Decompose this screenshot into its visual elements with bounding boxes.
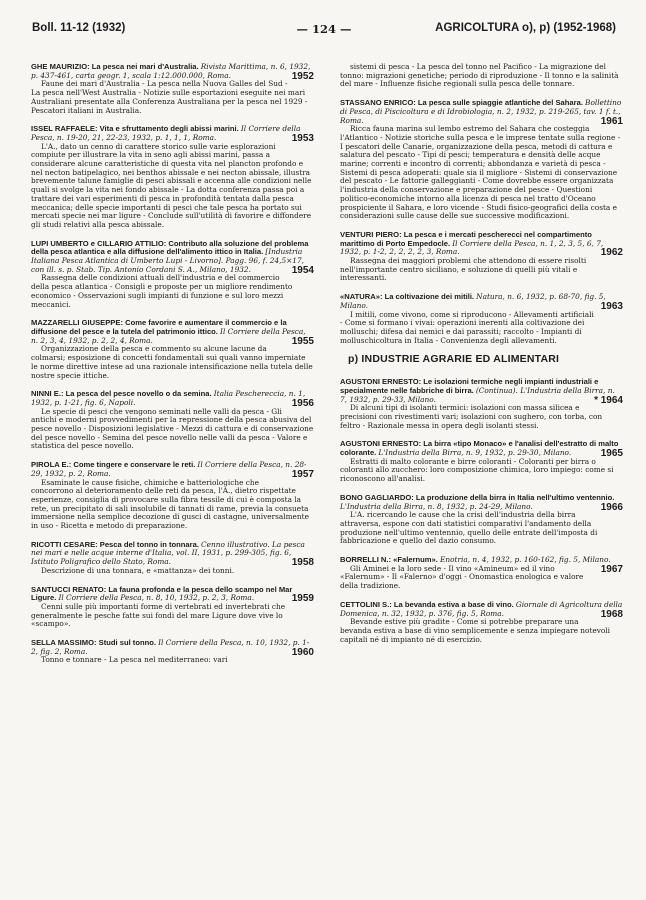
section-heading: AGRICOLTURA o), p) (1952-1968) — [435, 22, 616, 34]
entry-number: 1967 — [600, 563, 623, 575]
entry-number: 1959 — [291, 593, 314, 605]
entry-source: Il Corriere della Pesca, n. 28-29, 1932, p. 2, Roma. — [31, 460, 307, 478]
entry-description: Faune dei mari d'Australia - La pesca nella Nuova Galles del Sud - La pesca nell'West Australia - Notizie sulle esportazioni eseguite nei mari Australiani presentate alla Conferenza Australiana per la pesca nel 1929 - Pescatori italiani in Australia. — [31, 79, 308, 115]
entry-source: Il Corriere della Pesca, n. 19-20, 21, 22-23, 1932, p. 1, 1, 1, Roma. — [31, 124, 301, 142]
right-column — [340, 63, 623, 654]
entry-title: STASSANO ENRICO: La pesca sulle spiaggie atlantiche del Sahara. — [340, 98, 586, 108]
bibliography-entry — [31, 319, 314, 380]
entry-source: Il Corriere della Pesca, n. 2, 3, 4, 1932, p. 2, 2, 4, Roma. — [31, 326, 306, 345]
bibliography-entry — [340, 378, 623, 430]
entry-number: 1961 — [600, 115, 623, 127]
entry-source: Natura, n. 6, 1932, p. 68-70, fig. 5, Milano. — [340, 292, 606, 310]
entry-source: Il Corriere della Pesca, n. 10, 1932, p. 1-2, fig. 2, Roma. — [31, 638, 310, 656]
entry-source: Cenno illustrativo. La pesca nei mari e nelle acque interne d'Italia, vol. II, 1931, p. 299-305, fig. 6, Istituto Poligrafico dello Stato, Roma. — [31, 539, 305, 567]
entry-description: Cenni sulle più importanti forme di vertebrati ed invertebrati che generalmente le pesche fatte sui fondi del mare Ligure dove vive lo «scampo». — [31, 601, 286, 629]
entry-description: Le specie di pesci che vengono seminati nelle valli da pesca - Gli antichi e moderni provvedimenti per la repressione della pesca abusiva del pesce novello - Disposizioni legislative - Mezzi di cattura e di conservazione del pesce novello - Semina del pesce novello nelle valli da pesca - Valore e statistica del pesce novello. — [31, 406, 314, 451]
bibliography-entry — [340, 99, 623, 221]
entry-number: 1956 — [291, 397, 314, 409]
entry-number: 1955 — [291, 335, 314, 347]
entry-number: 1965 — [600, 448, 623, 460]
bibliography-entry — [340, 440, 623, 484]
entry-number: 1957 — [291, 468, 314, 480]
bibliography-entry — [340, 63, 623, 89]
section-title: p) INDUSTRIE AGRARIE ED ALIMENTARI — [348, 353, 560, 366]
page-number: — 124 — — [296, 22, 352, 36]
bibliography-entry — [340, 231, 623, 283]
page-header — [32, 22, 616, 42]
entry-title: NINNI E.: La pesca del pesce novello o da semina. — [31, 389, 214, 399]
entry-description: Ricca fauna marina sul lembo estremo del Sahara che costeggia l'Atlantico - Notizie storiche sulla pesca e le imprese tentate sulla regione - I pescatori delle Canarie, organizzazione della pesca, metodi di cattura e salatura del pescato - Tipi di pesci; temperatura e densità delle acque marine; correnti e incontro di correnti; abbondanza e varietà di pesca - Sistemi di pesca adoperati: quale sia il migliore - Sistemi di conservazione del pescato - Le fattorie galleggianti - Come dovrebbe essere organizzata l'industria della conservazione e preparazione del pesce - Questioni politico-economiche intorno alla licenza di pesca nel tratto d'Oceano prospiciente il Sahara, e loro vicende - Studi fisico-geografici della costa e considerazioni sulle cause delle sue successive modificazioni. — [340, 124, 621, 221]
entry-number: 1952 — [291, 70, 314, 82]
entry-number: * 1964 — [594, 394, 623, 406]
entry-title: ISSEL RAFFAELE: Vita e sfruttamento degli abissi marini. — [31, 124, 241, 134]
entry-title: SELLA MASSIMO: Studi sul tonno. — [31, 638, 159, 648]
entry-description: L'A., dato un cenno di carattere storico sulle varie esplorazioni compiute per illustrare la vita in seno agli abissi marini, passa a considerare alcune caratteristiche di questa vita nel plancton profondo e nel necton batipelagico, nei benthos abissale e nei necton abissale, illustra brevemente talune famiglie di pesci abissali e accenna alle condizioni nelle quali si svolge la vita nei fondo abissale - La dotta conferenza passa poi a trattare dei vari esperimenti di pesca in profondità tentata dalla pesca meccanica; delle specie importanti di pesci che tale pesca ha portato sui mercati specie nei mar ligure - Conclude sull'utilità di favorire e diffondere gli studi relativi alla pesca abissale. — [31, 141, 312, 229]
entry-description: Descrizione di una tonnara, e «mattanza» dei tonni. — [41, 565, 235, 575]
entry-description: Esaminate le cause fisiche, chimiche e batteriologiche che concorrono al deterioramento delle reti da pesca, l'A., dietro rispettate esperienze, consiglia di provocare sulla fibra tessile di cui è composta la rete, un precipitato di sali insolubile di tannati di rame, previa la consueta immersione nella semplice decozione di gusci di castagne, universalmente in uso - Ricetta e metodo di preparazione. — [31, 477, 309, 531]
entry-source: Il Corriere della Pesca, n. 8, 10, 1932, p. 2, 3, Roma. — [58, 593, 255, 603]
entry-description: Rassegna dei maggiori problemi che attendono di essere risolti nell'importante centro siciliano, e soluzione di quelli più vitali e interessanti. — [340, 256, 587, 283]
entry-description: L'A. ricercando le cause che la crisi dell'industria della birra attraversa, espone con dati statistici comparativi l'andamento della produzione nell'ultimo ventennio, quello delle entrate dell'imposta di fabbricazione e quello del dazio consumo. — [340, 510, 598, 546]
bibliography-entry — [340, 601, 623, 645]
entry-description: Bevande estive più gradite - Come si potrebbe preparare una bevanda estiva a base di vino semplicemente e senza impiegare notevoli capitali né di impianto né di esercizio. — [340, 617, 611, 644]
bibliography-entry — [31, 240, 314, 310]
entry-title: AGUSTONI ERNESTO: La birra «tipo Monaco» e l'analisi dell'estratto di malto colorante. — [340, 439, 619, 458]
entry-source: Giornale di Agricoltura della Domenica, n. 32, 1932, p. 376, fig. 5, Roma. — [340, 599, 623, 618]
bibliography-entry — [340, 556, 623, 591]
entry-title: VENTURI PIERO: La pesca e i mercati pescherecci nel compartimento marittimo di Porto Empedocle. — [340, 229, 592, 248]
entry-title: RICOTTI CESARE: Pesca del tonno in tonnara. — [31, 539, 202, 549]
entry-description: Tonno e tonnare - La pesca nel mediterraneo: vari — [41, 655, 228, 665]
entry-source: Italia Peschereccia, n. 1, 1932, p. 1-21, fig. 6, Napoli. — [31, 389, 306, 407]
entry-title: MAZZARELLI GIUSEPPE: Come favorire e aumentare il commercio e la diffusione del pesce e la tutela del patrimonio ittico. — [31, 318, 287, 336]
entry-description: sistemi di pesca - La pesca del tonno nel Pacifico - La migrazione del tonno: migrazioni genetiche; periodo di riproduzione - Il tonno e la salinità del mare - Influenze fisiche regionali sulla pesca delle tonnare. — [340, 62, 619, 89]
entry-number: 1953 — [291, 132, 314, 144]
bulletin-number: Boll. 11-12 (1932) — [32, 22, 126, 34]
entry-title: BORRELLI N.: «Falernum». — [340, 555, 440, 565]
entry-description: Gli Aminei e la loro sede - Il vino «Amineum» ed il vino «Falernum» - Il «Falerno» d'oggi - Onomastica enologica e valore della tradizione. — [340, 563, 584, 591]
bibliography-entry — [340, 494, 623, 546]
bibliography-entry — [31, 461, 314, 531]
bibliography-entry — [31, 639, 314, 665]
entry-number: 1962 — [600, 247, 623, 259]
entry-source: L'Industria della Birra, n. 9, 1932, p. 29-30, Milano. — [378, 448, 572, 458]
entry-title: GHE MAURIZIO: La pesca nei mari d'Australia. — [31, 62, 201, 71]
entry-number: 1954 — [291, 264, 314, 276]
entry-source: (Continua). L'Industria della Birra, n. 7, 1932, p. 29-33, Milano. — [340, 385, 615, 404]
entry-description: Organizzazione della pesca e commento su alcune lacune da colmarsi; esposizione di concetti fondamentali sui quali vanno imperniate le norme direttive intese ad una razionale intensificazione nella tutela delle nostre specie ittiche. — [31, 344, 313, 380]
entry-number: 1963 — [600, 300, 623, 312]
entry-title: SANTUCCI RENATO: La fauna profonda e la pesca dello scampo nel Mar Ligure. — [31, 584, 293, 603]
entry-source: Enotria, n. 4, 1932, p. 160-162, fig. 5, Milano. — [440, 555, 611, 565]
entry-description: Estratti di malto colorante e birre coloranti - Coloranti per birra o coloranti allo zucchero: loro composizione chimica, loro impiego: come si riconoscono all'analisi. — [340, 456, 614, 484]
entry-title: AGUSTONI ERNESTO: Le isolazioni termiche negli impianti industriali e specialmente nelle fabbriche di birra. — [340, 377, 599, 395]
bibliography-entry — [31, 390, 314, 451]
entry-title: «NATURA»: La coltivazione dei mitili. — [340, 292, 477, 302]
entry-number: 1968 — [600, 608, 623, 620]
entry-description: I mitili, come vivono, come si riproducono - Allevamenti artificiali - Come si formano i vivai: operazioni inerenti alla coltivazione dei molluschi; difesa dai nemici e dai parassiti; raccolto - Impianti di molluschicoltura in Italia - Convenienza degli allevamenti. — [340, 309, 594, 345]
bibliography-entry — [340, 293, 623, 345]
entry-source: Il Corriere della Pesca, n. 1, 2, 3, 5, 6, 7, 1932, p. 1-2, 2, 2, 2, 2, 3, Roma. — [340, 238, 604, 257]
entry-title: BONO GAGLIARDO: La produzione della birra in Italia nell'ultimo ventennio. — [340, 492, 615, 502]
entry-title: LUPI UMBERTO e CILLARIO ATTILIO: Contributo alla soluzione del problema della pesca atlantica e alla diffusione dell'alimento ittico in Italia. — [31, 238, 309, 257]
entry-description: Di alcuni tipi di isolanti termici: isolazioni con massa silicea e precisioni con rivestimenti vari; isolazioni con sughero, con torba, con feltro - Razionale messa in opera degli isolanti stessi. — [340, 403, 603, 430]
bibliography-entry — [31, 125, 314, 229]
left-column — [31, 63, 314, 675]
entry-title: PIROLA E.: Come tingere e conservare le reti. — [31, 460, 198, 470]
bibliography-entry — [31, 63, 314, 115]
entry-number: 1960 — [291, 646, 314, 658]
entry-description: Rassegna delle condizioni attuali dell'industria e del commercio della pesca atlantica - Consigli e proposte per un migliore rendimento economico - Osservazioni sugli impianti di funzione e sul loro mezzi meccanici. — [31, 273, 293, 309]
entry-source: Rivista Marittima, n. 6, 1932, p. 437-461, carta geogr. 1, scala 1:12.000.000, Roma. — [31, 62, 311, 80]
entry-source: L'Industria della Birra, n. 8, 1932, p. 24-29, Milano. — [340, 501, 533, 511]
entry-source: Bollettino di Pesca, di Piscicoltura e di Idrobiologia, n. 2, 1932, p. 219-265, tav. 1 f. t., Roma. — [340, 98, 622, 125]
entry-number: 1966 — [600, 501, 623, 513]
entry-title: CETTOLINI S.: La bevanda estiva a base di vino. — [340, 599, 516, 609]
entry-source: [Industria Italiana Pesca Atlantica di Umberto Lupi - Livorno]. Pagg. 96, f. 24,5×17, con ill. s. p. Stab. Tip. Antonio Cordani S. A., Milano, 1932. — [31, 247, 304, 274]
bibliography-entry — [31, 541, 314, 576]
entry-number: 1958 — [291, 557, 314, 569]
bibliography-entry — [31, 586, 314, 630]
